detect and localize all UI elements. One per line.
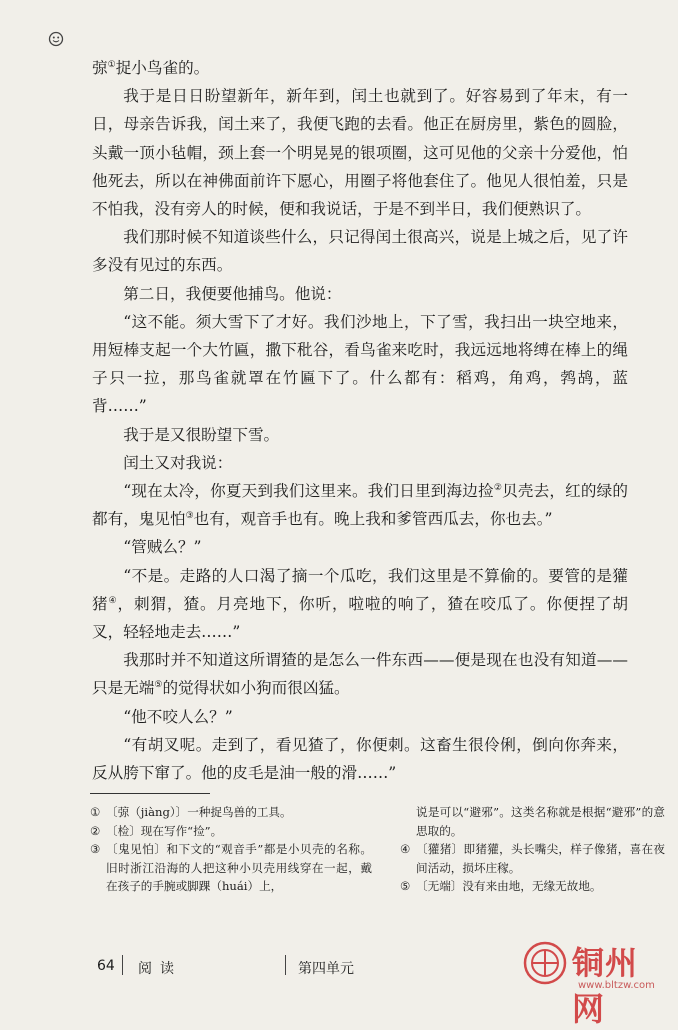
paragraph-13: “有胡叉呢。走到了，看见猹了，你便刺。这畜生很伶俐，倒向你奔来，反从胯下窜了。他的皮毛是油一般的滑……”: [92, 735, 628, 783]
page-number: 64: [97, 958, 115, 974]
unit-label: 第四单元: [298, 961, 354, 977]
footnotes-left-column: [90, 803, 372, 896]
footnotes-right-column: [400, 803, 665, 896]
footnote-3-continued: 说是可以“避邪”。这类名称就是根据“避邪”的意思取的。: [416, 805, 665, 838]
watermark-text: 铜州网: [572, 944, 639, 1028]
paragraph-7: 闰土又对我说：: [123, 453, 233, 472]
paragraph-2: 我于是日日盼望新年，新年到，闰土也就到了。好容易到了年末，有一日，母亲告诉我，闰土来了，我便飞跑的去看。他正在厨房里，紫色的圆脸，头戴一顶小毡帽，颈上套一个明晃晃的银项圈，这可见他的父亲十分爱他，怕他死去，所以在神佛面前许下愿心，用圈子将他套住了。他见人很怕羞，只是不怕我，没有旁人的时候，便和我说话，于是不到半日，我们便熟识了。: [92, 87, 628, 219]
paragraph-11: 我那时并不知道这所谓猹的是怎么一件东西——便是现在也没有知道——只是无端⑤的觉得状如小狗而很凶猛。: [92, 651, 628, 698]
paragraph-3: 我们那时候不知道谈些什么，只记得闰土很高兴，说是上城之后，见了许多没有见过的东西。: [92, 228, 628, 275]
paragraph-12: “他不咬人么？”: [123, 707, 233, 726]
footer-divider: [285, 955, 286, 975]
footnote-3: ③ 〔鬼见怕〕和下文的“观音手”都是小贝壳的名称。旧时浙江沿海的人把这种小贝壳用线穿在一起，戴在孩子的手腕或脚踝（huái）上，: [90, 842, 372, 894]
footer-divider: [122, 955, 123, 975]
watermark-url: www.bltzw.com: [578, 980, 655, 991]
paragraph-10: “不是。走路的人口渴了摘一个瓜吃，我们这里是不算偷的。要管的是獾猪④，刺猬，猹。月亮地下，你听，啦啦的响了，猹在咬瓜了。你便捏了胡叉，轻轻地走去……”: [92, 566, 628, 642]
section-label: 阅读: [138, 961, 182, 977]
footnote-2: ② 〔检〕现在写作“捡”。: [90, 823, 223, 838]
watermark-logo-icon: [522, 940, 568, 986]
main-text: [92, 54, 628, 787]
paragraph-9: “管贼么？”: [123, 538, 202, 557]
footnote-1: ① 〔弶（jiàng）〕一种捉鸟兽的工具。: [90, 805, 292, 819]
paragraph-5: “这不能。须大雪下了才好。我们沙地上，下了雪，我扫出一块空地来，用短棒支起一个大竹匾，撒下秕谷，看鸟雀来吃时，我远远地将缚在棒上的绳子只一拉，那鸟雀就罩在竹匾下了。什么都有：稻鸡，角鸡，鹁鸪，蓝背……”: [92, 312, 628, 416]
footnote-5: ⑤ 〔无端〕没有来由地，无缘无故地。: [400, 879, 602, 894]
paragraph-4: 第二日，我便要他捕鸟。他说：: [123, 284, 342, 303]
smiley-icon: [48, 31, 64, 47]
site-watermark: [522, 936, 670, 1028]
footnote-4: ④ 〔獾猪〕即猪獾，头长嘴尖，样子像猪，喜在夜间活动，损坏庄稼。: [400, 842, 665, 875]
paragraph-1: 弶①捉小鸟雀的。: [92, 59, 210, 77]
footnote-divider: [90, 793, 210, 794]
paragraph-6: 我于是又很盼望下雪。: [123, 425, 280, 444]
paragraph-8: “现在太冷，你夏天到我们这里来。我们日里到海边捡②贝壳去，红的绿的都有，鬼见怕③也有，观音手也有。晚上我和爹管西瓜去，你也去。”: [92, 482, 628, 529]
